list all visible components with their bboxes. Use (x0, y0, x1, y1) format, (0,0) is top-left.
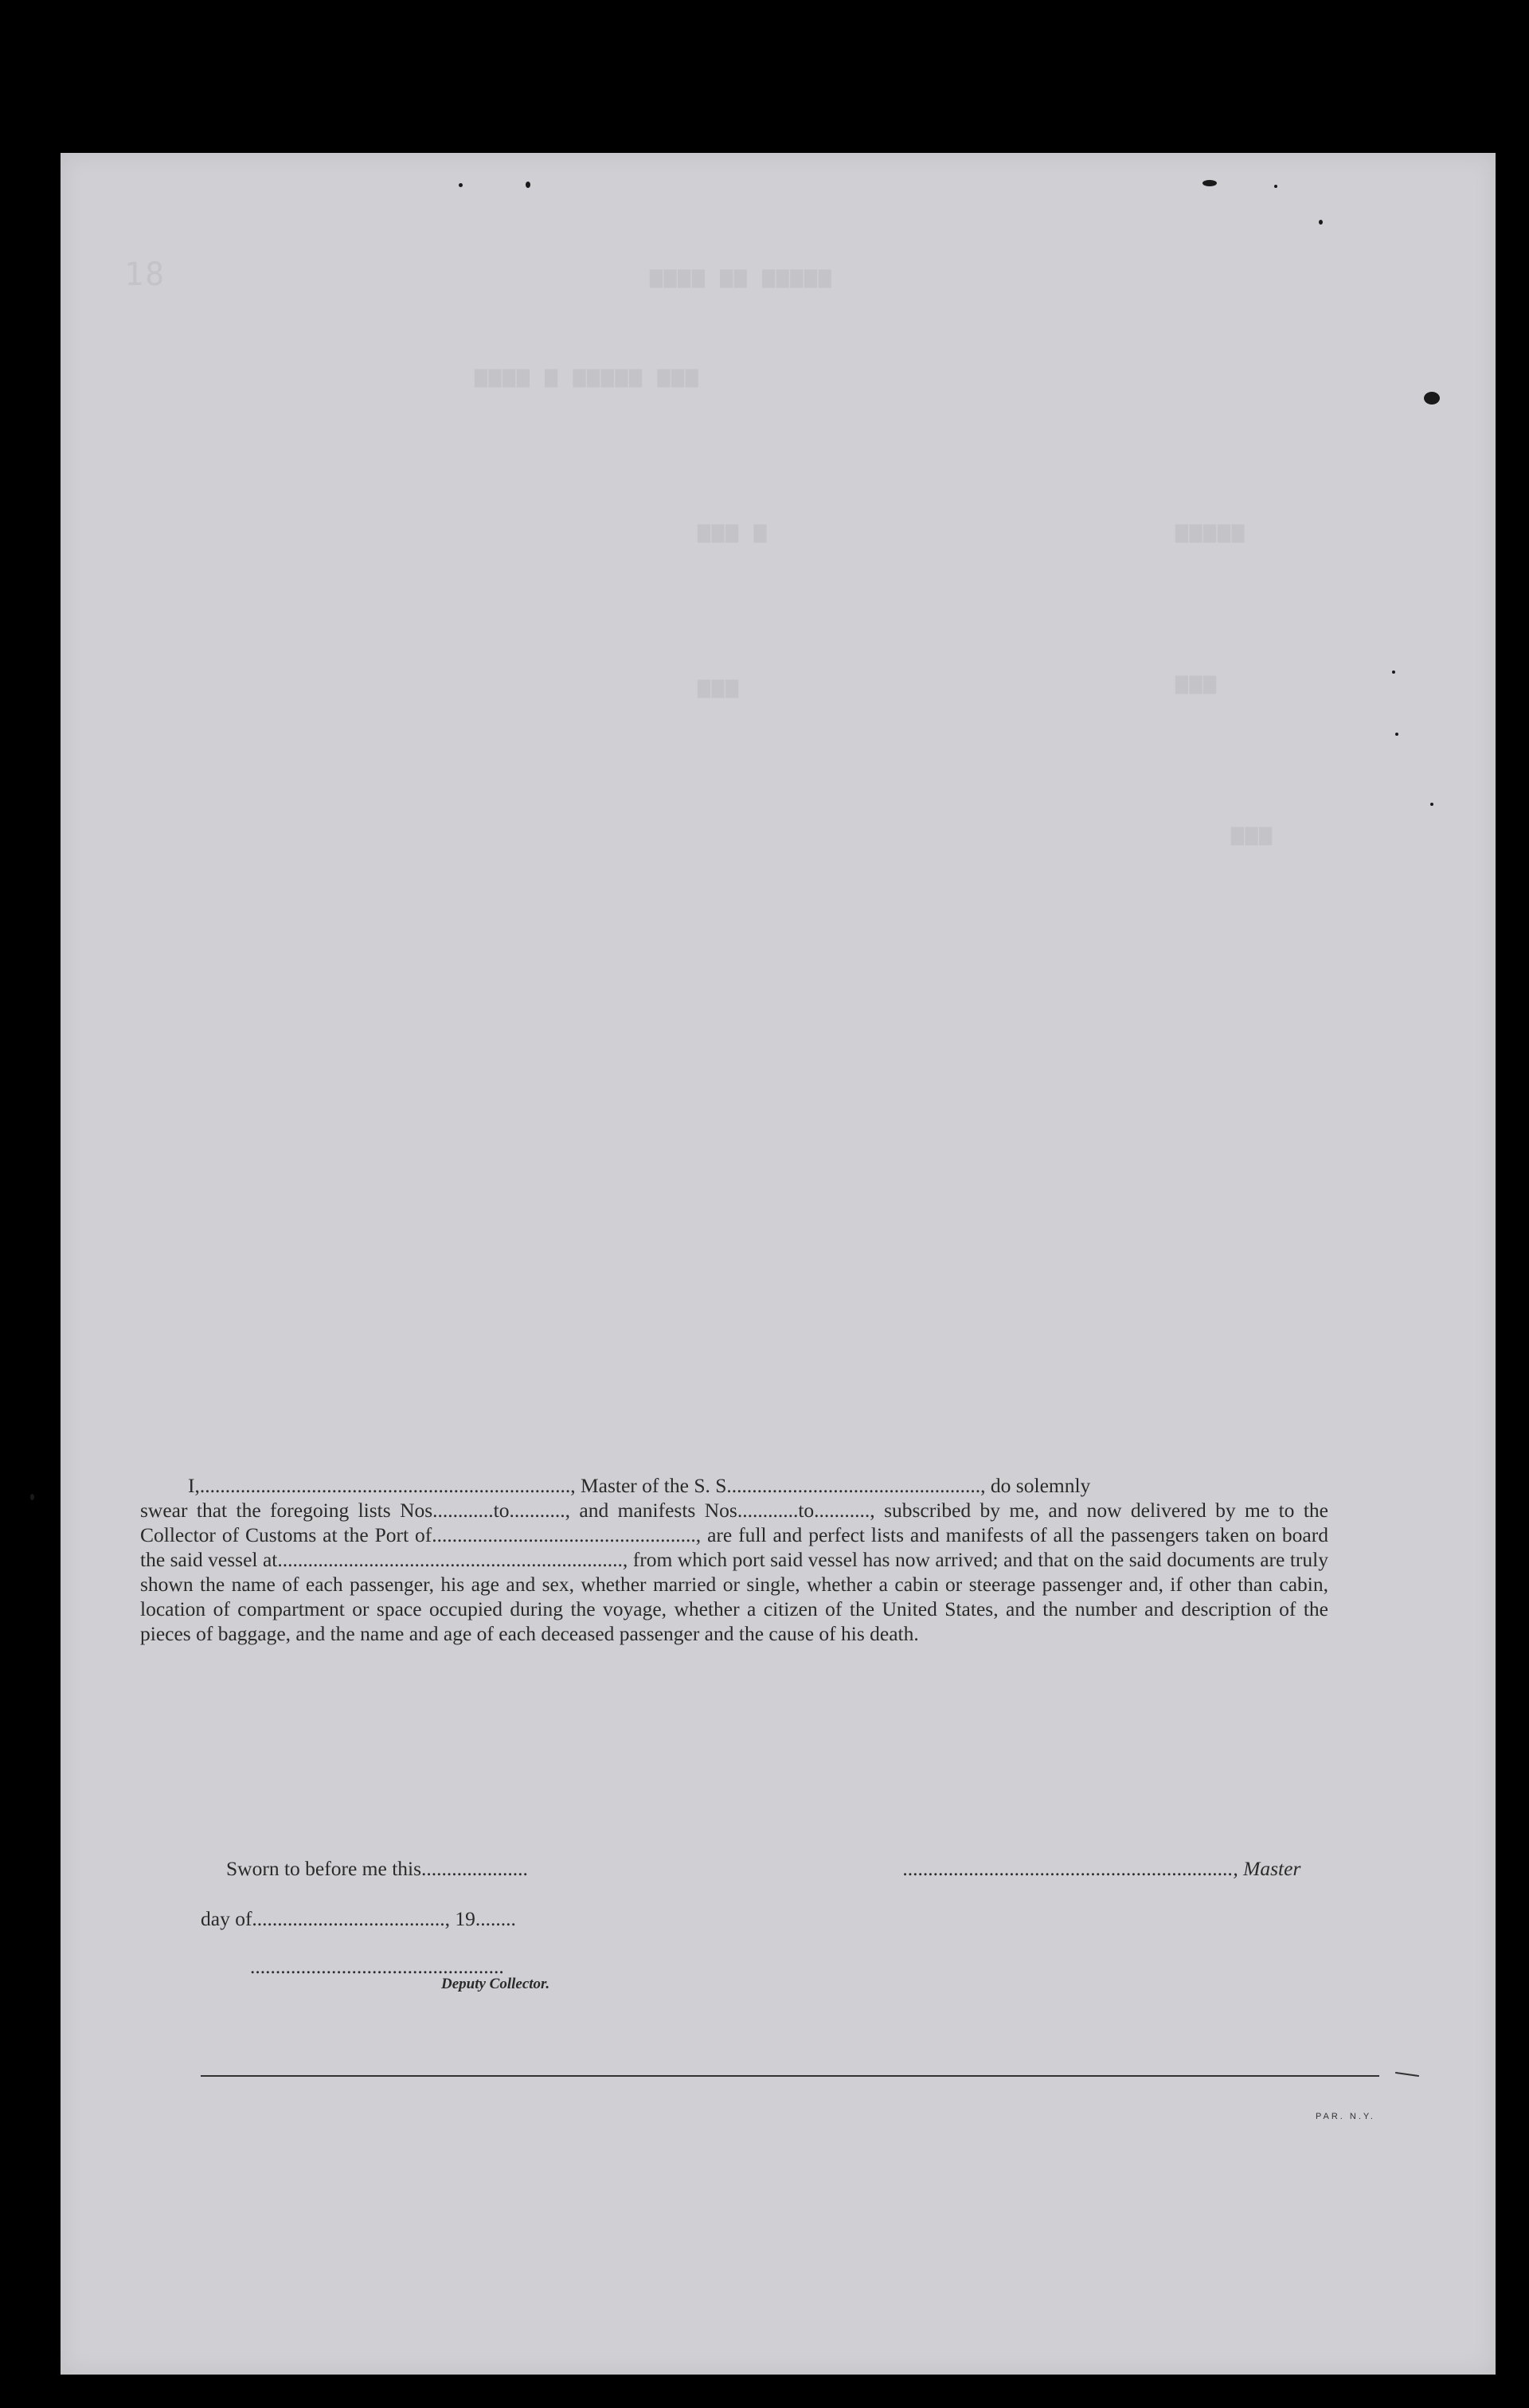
ink-speck (1424, 392, 1440, 405)
bleed-through-mark: ▆▆▆ (1175, 670, 1218, 694)
bleed-through-mark: ▆▆▆ ▆ (698, 519, 768, 543)
deputy-collector-label: Deputy Collector. (441, 1976, 550, 1992)
ink-speck (1319, 220, 1323, 225)
ink-speck (1392, 670, 1395, 674)
bleed-through-mark: ▆▆▆ (1231, 822, 1273, 846)
day-line: day of......................................, 19........ (201, 1907, 516, 1930)
bottom-rule (201, 2075, 1379, 2077)
oath-first-line: I,........................................................................., Master of the S. S.................................................., do solemnly (188, 1474, 1091, 1497)
master-oath (140, 1473, 1328, 1646)
bleed-through-mark: ▆▆▆▆ ▆▆ ▆▆▆▆▆ (650, 264, 833, 288)
ink-speck (526, 182, 530, 188)
ink-speck (459, 183, 463, 187)
deputy-collector-signature-line: .................................................. (250, 1955, 504, 1978)
document-page (61, 153, 1496, 2375)
bleed-through-mark: ▆▆▆▆▆ (1175, 519, 1246, 543)
printer-mark: PAR. N.Y. (1316, 2112, 1375, 2121)
master-signature-line: ................................................................., Master (903, 1857, 1301, 1880)
bleed-through-mark: ▆▆▆▆ ▆ ▆▆▆▆▆ ▆▆▆ (475, 364, 700, 388)
bleed-through-mark: ▆▆▆ (698, 674, 740, 698)
oath-body: swear that the foregoing lists Nos............to..........., and manifests Nos............to..........., subscribed by me, and now delivered by me to the Collector of Customs at the Port of...................................................., are full and perfect lists and manifests of all the passengers taken on board the said vessel at...................................................................., from which port said vessel has now arrived; and that on the said documents are truly shown the name of each passenger, his age and sex, whether married or single, whether a cabin or steerage passenger and, if other than cabin, location of compartment or space occupied during the voyage, whether a citizen of the United States, and the number and description of the pieces of baggage, and the name and age of each deceased passenger and the cause of his death. (140, 1499, 1328, 1645)
ink-speck (1202, 180, 1217, 186)
ink-speck (1430, 803, 1433, 806)
ink-speck (30, 1494, 34, 1500)
sworn-before-line: Sworn to before me this..................... (226, 1857, 528, 1880)
ink-speck (1274, 185, 1277, 188)
bleed-through-mark: 18 (124, 256, 166, 293)
ink-speck (1395, 733, 1398, 736)
